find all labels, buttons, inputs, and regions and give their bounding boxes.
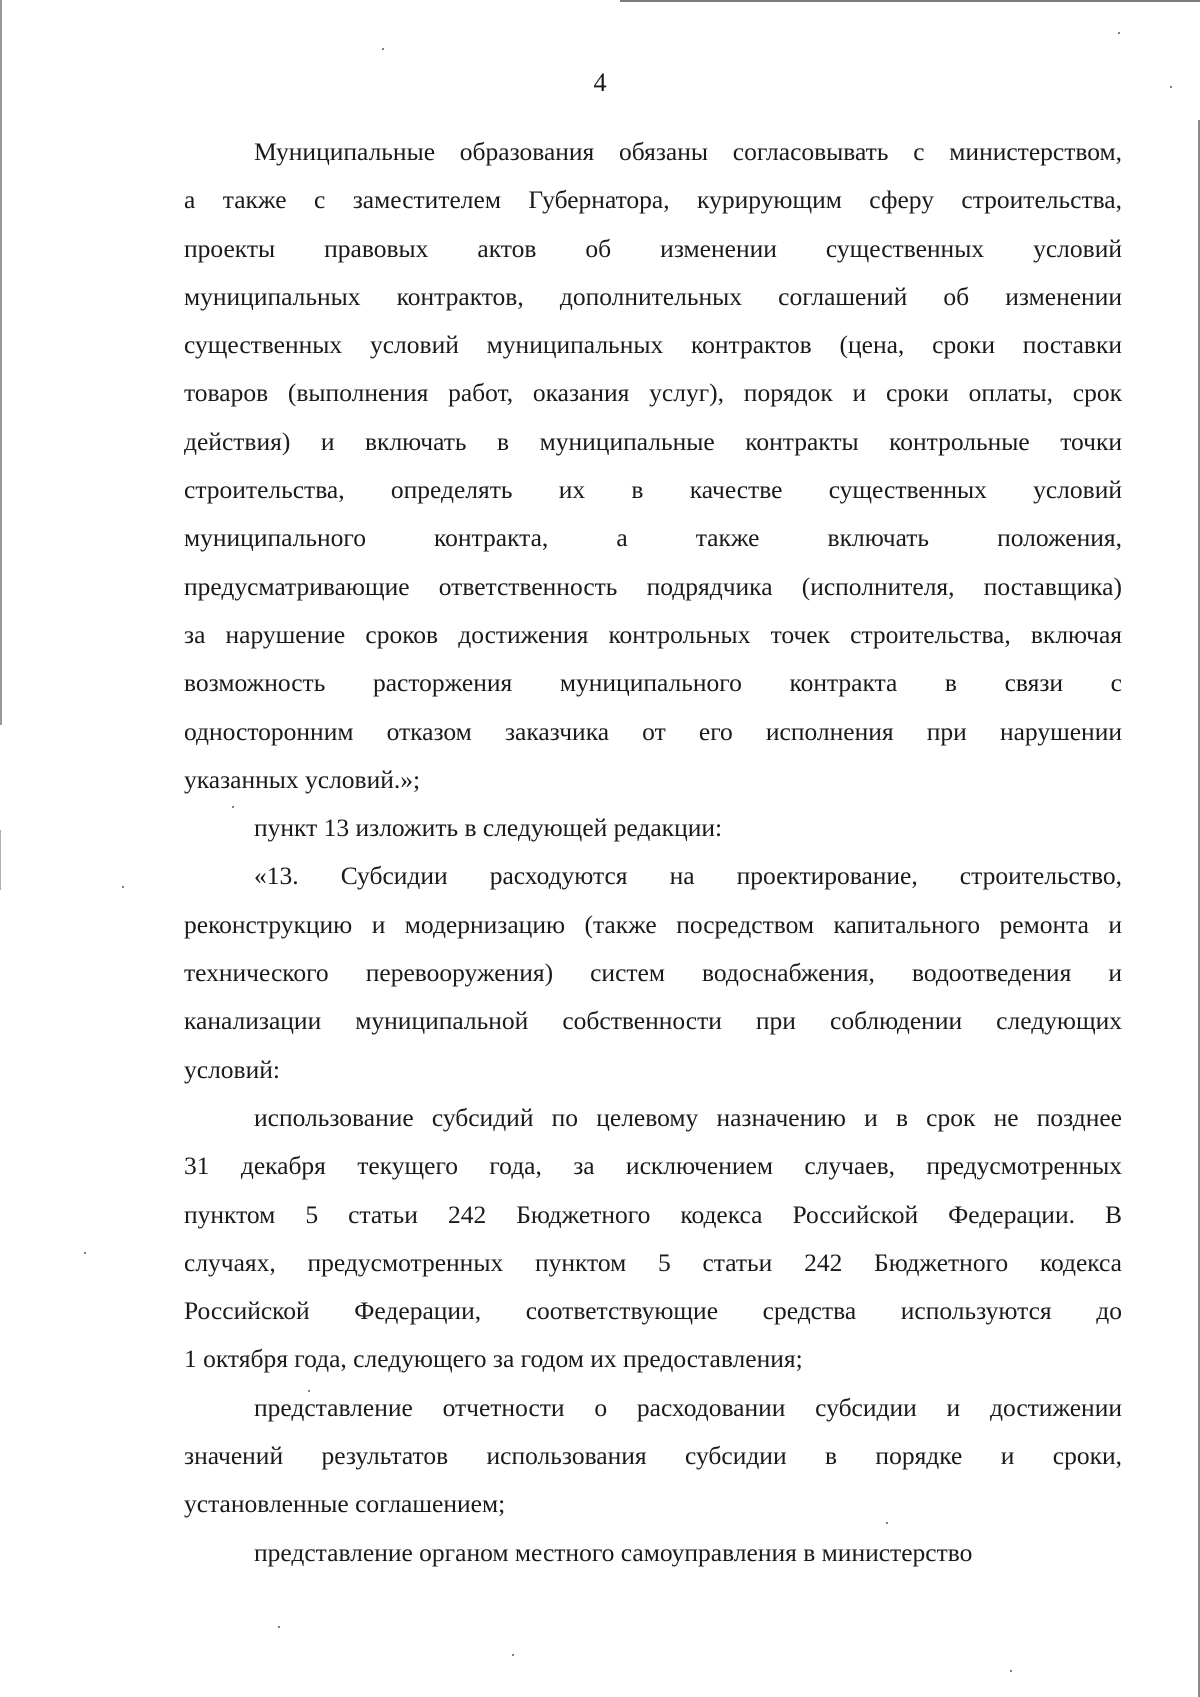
page-number: 4: [593, 68, 607, 97]
text-line: значений результатов использования субсидии в порядке и сроки,: [184, 1441, 1122, 1471]
document-body: [184, 128, 1122, 1577]
text-line: а также с заместителем Губернатора, курирующим сферу строительства,: [184, 185, 1122, 215]
paragraph: [184, 1384, 1122, 1529]
text-line: случаях, предусмотренных пунктом 5 статьи 242 Бюджетного кодекса: [184, 1247, 1122, 1277]
text-line: реконструкцию и модернизацию (также посредством капитального ремонта и: [184, 909, 1122, 939]
text-line: предусматривающие ответственность подрядчика (исполнителя, поставщика): [184, 571, 1122, 601]
text-line: использование субсидий по целевому назначению и в срок не позднее: [254, 1102, 1122, 1132]
text-line: возможность расторжения муниципального контракта в связи с: [184, 668, 1122, 698]
text-line: пунктом 5 статьи 242 Бюджетного кодекса Российской Федерации. В: [184, 1199, 1122, 1229]
scan-speck: [382, 48, 384, 50]
text-line: проекты правовых актов об изменении существенных условий: [184, 233, 1122, 263]
paragraph: [184, 804, 1122, 852]
paragraph: [184, 1094, 1122, 1384]
text-line: действия) и включать в муниципальные контракты контрольные точки: [184, 426, 1122, 456]
text-line: 31 декабря текущего года, за исключением случаев, предусмотренных: [184, 1151, 1122, 1181]
text-line: существенных условий муниципальных контрактов (цена, сроки поставки: [184, 330, 1122, 360]
scan-speck: [278, 1626, 280, 1628]
text-line: односторонним отказом заказчика от его исполнения при нарушении: [184, 716, 1122, 746]
scan-speck: [1118, 32, 1120, 34]
text-line: установленные соглашением;: [184, 1489, 506, 1519]
scan-speck: [512, 1654, 514, 1656]
paragraph: [184, 128, 1122, 804]
text-line: технического перевооружения) систем водоснабжения, водоотведения и: [184, 958, 1122, 988]
paragraph: [184, 1529, 1122, 1577]
text-line: Муниципальные образования обязаны согласовывать с министерством,: [254, 137, 1122, 166]
text-line: «13. Субсидии расходуются на проектирование, строительство,: [254, 861, 1122, 891]
text-line: строительства, определять их в качестве существенных условий: [184, 475, 1122, 505]
scan-speck: [122, 886, 124, 888]
scan-border-left: [0, 0, 2, 725]
text-line: за нарушение сроков достижения контрольных точек строительства, включая: [184, 619, 1122, 649]
text-line: представление отчетности о расходовании субсидии и достижении: [254, 1392, 1122, 1422]
text-line: пункт 13 изложить в следующей редакции:: [254, 813, 723, 843]
text-line: представление органом местного самоуправления в министерство: [254, 1537, 973, 1567]
text-line: указанных условий.»;: [184, 764, 421, 794]
paragraph: [184, 852, 1122, 1093]
text-line: товаров (выполнения работ, оказания услуг), порядок и сроки оплаты, срок: [184, 378, 1122, 408]
scan-border-left-fragment: [0, 830, 1, 890]
scan-border-top: [620, 0, 1200, 2]
text-line: муниципальных контрактов, дополнительных соглашений об изменении: [184, 281, 1122, 311]
text-line: 1 октября года, следующего за годом их предоставления;: [184, 1344, 803, 1374]
text-line: муниципального контракта, а также включать положения,: [184, 523, 1122, 553]
text-line: Российской Федерации, соответствующие средства используются до: [184, 1296, 1122, 1326]
scan-speck: [84, 1252, 86, 1254]
text-line: условий:: [184, 1054, 280, 1084]
text-line: канализации муниципальной собственности при соблюдении следующих: [184, 1006, 1122, 1036]
scan-speck: [1010, 1670, 1012, 1672]
